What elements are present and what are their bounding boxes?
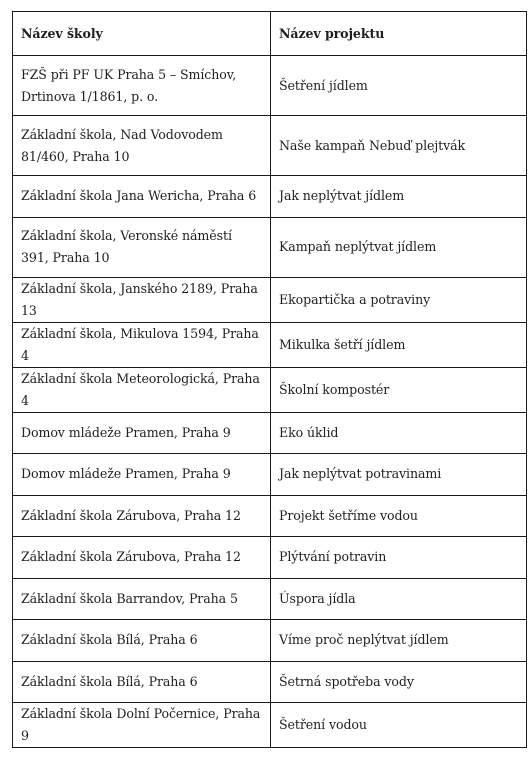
school-name-cell: Základní škola Zárubova, Praha 12 (13, 495, 271, 537)
table-row (13, 322, 527, 367)
project-name-cell: Jak neplýtvat potravinami (271, 454, 527, 496)
project-name-cell: Šetření jídlem (271, 56, 527, 116)
table-row (13, 116, 527, 176)
project-name-cell: Školní kompostér (271, 367, 527, 412)
table-row (13, 412, 527, 454)
table-body (13, 56, 527, 748)
column-header-school: Název školy (13, 12, 271, 56)
table-row (13, 454, 527, 496)
project-name-cell: Mikulka šetří jídlem (271, 322, 527, 367)
project-name-cell: Úspora jídla (271, 578, 527, 620)
schools-projects-table (12, 11, 527, 748)
school-name-cell: FZŠ při PF UK Praha 5 – Smíchov, Drtinova 1/1861, p. o. (13, 56, 271, 116)
table-row (13, 661, 527, 703)
table-row (13, 367, 527, 412)
school-name-cell: Základní škola Dolní Počernice, Praha 9 (13, 703, 271, 748)
school-name-cell: Základní škola, Nad Vodovodem 81/460, Praha 10 (13, 116, 271, 176)
project-name-cell: Šetření vodou (271, 703, 527, 748)
school-name-cell: Základní škola Jana Wericha, Praha 6 (13, 176, 271, 218)
table-row (13, 537, 527, 579)
school-name-cell: Základní škola Zárubova, Praha 12 (13, 537, 271, 579)
school-name-cell: Základní škola Meteorologická, Praha 4 (13, 367, 271, 412)
school-name-cell: Základní škola, Janského 2189, Praha 13 (13, 277, 271, 322)
school-name-cell: Základní škola, Veronské náměstí 391, Praha 10 (13, 217, 271, 277)
school-name-cell: Domov mládeže Pramen, Praha 9 (13, 412, 271, 454)
project-name-cell: Šetrná spotřeba vody (271, 661, 527, 703)
school-name-cell: Základní škola Bílá, Praha 6 (13, 661, 271, 703)
header-row (13, 12, 527, 56)
project-name-cell: Kampaň neplýtvat jídlem (271, 217, 527, 277)
project-name-cell: Víme proč neplýtvat jídlem (271, 620, 527, 662)
table-row (13, 495, 527, 537)
table-row (13, 703, 527, 748)
school-name-cell: Základní škola, Mikulova 1594, Praha 4 (13, 322, 271, 367)
table-row (13, 176, 527, 218)
project-name-cell: Eko úklid (271, 412, 527, 454)
table-row (13, 277, 527, 322)
project-name-cell: Plýtvání potravin (271, 537, 527, 579)
school-name-cell: Základní škola Bílá, Praha 6 (13, 620, 271, 662)
table-row (13, 578, 527, 620)
table-row (13, 620, 527, 662)
column-header-project: Název projektu (271, 12, 527, 56)
school-name-cell: Domov mládeže Pramen, Praha 9 (13, 454, 271, 496)
project-name-cell: Naše kampaň Nebuď plejtvák (271, 116, 527, 176)
table-row (13, 217, 527, 277)
table-row (13, 56, 527, 116)
school-name-cell: Základní škola Barrandov, Praha 5 (13, 578, 271, 620)
project-name-cell: Ekopartička a potraviny (271, 277, 527, 322)
project-name-cell: Projekt šetříme vodou (271, 495, 527, 537)
project-name-cell: Jak neplýtvat jídlem (271, 176, 527, 218)
